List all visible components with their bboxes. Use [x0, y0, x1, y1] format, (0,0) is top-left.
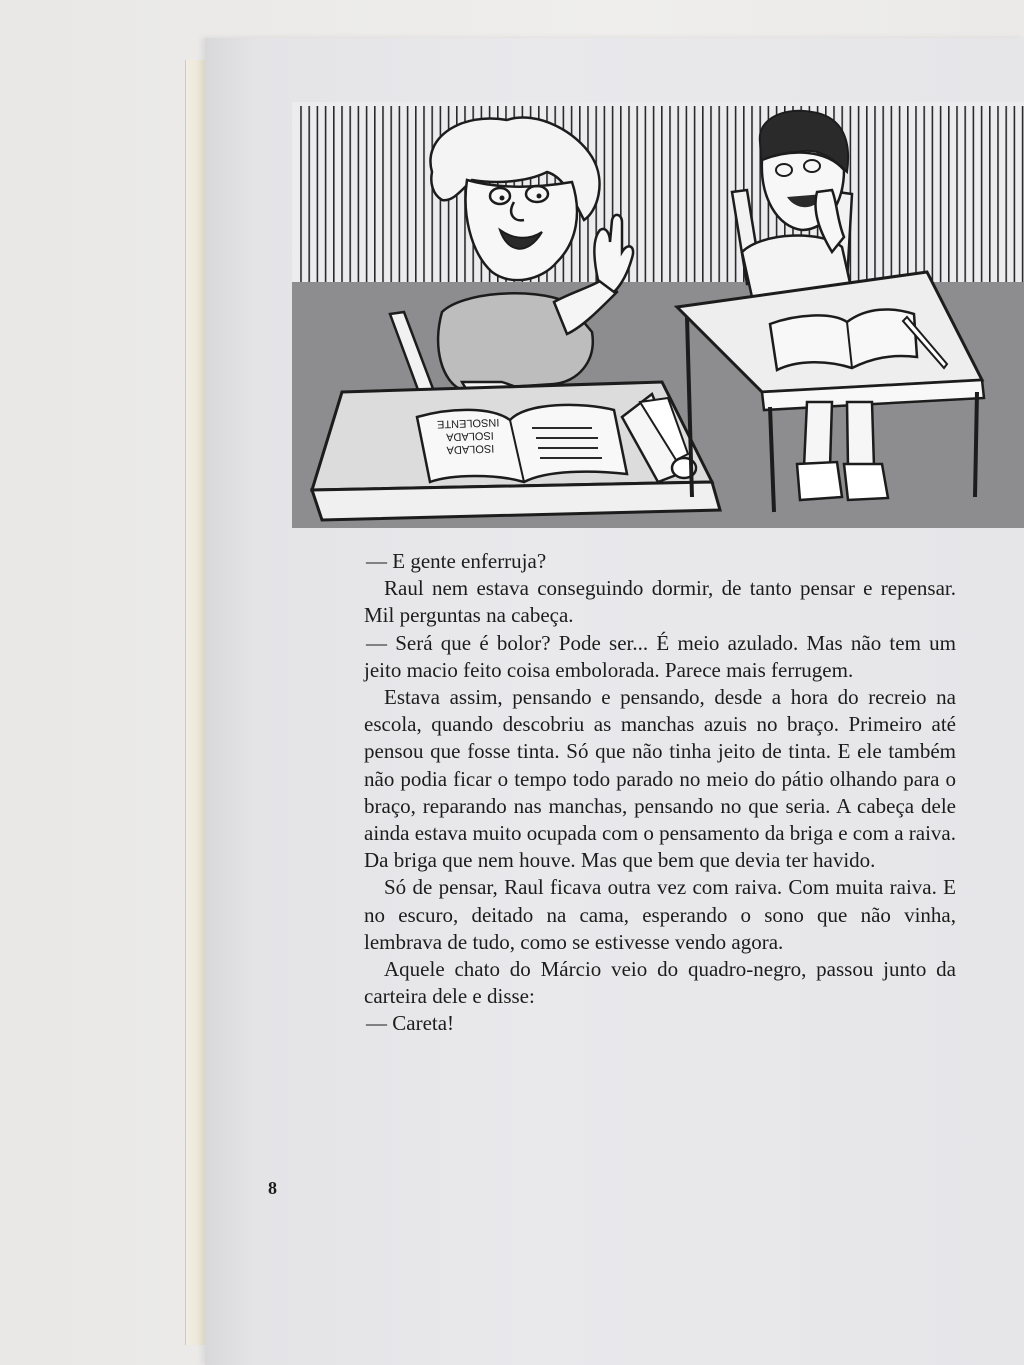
paragraph-5: Só de pensar, Raul ficava outra vez com raiva. Com muita raiva. E no escuro, deitado na cama, esperando o sono que não vinha, lembrava de tudo, como se estivesse vendo agora. [364, 875, 956, 954]
wall-stripes [298, 106, 1024, 282]
book-word-1: ISOLADA [446, 442, 495, 456]
story-text [364, 548, 956, 1038]
book-word-3: INSOLENTE [436, 415, 500, 431]
paragraph-4: Estava assim, pensando e pensando, desde a hora do recreio na escola, quando descobriu as manchas azuis no braço. Primeiro até pensou que fosse tinta. Só que não tinha jeito de tinta. E ele também não podia ficar o tempo todo parado no meio do pátio olhando para o braço, reparando nas manchas, pensando no que seria. A cabeça dele ainda estava muito ocupada com o pensamento da briga e com a raiva. Da briga que nem houve. Mas que bem que devia ter havido. [364, 685, 956, 873]
paragraph-3: — Será que é bolor? Pode ser... É meio azulado. Mas não tem um jeito macio feito coisa embolorada. Parece mais ferrugem. [364, 630, 956, 682]
book-word-2: ISOLADA [445, 429, 494, 443]
paragraph-6: Aquele chato do Márcio veio do quadro-negro, passou junto da carteira dele e disse: [364, 957, 956, 1009]
page-number: 8 [268, 1178, 277, 1198]
classroom-illustration [292, 102, 1024, 528]
paragraph-1: — E gente enferruja? [366, 549, 547, 573]
paragraph-2: Raul nem estava conseguindo dormir, de tanto pensar e repensar. Mil perguntas na cabeça. [364, 576, 956, 628]
paragraph-7: — Careta! [366, 1011, 455, 1036]
